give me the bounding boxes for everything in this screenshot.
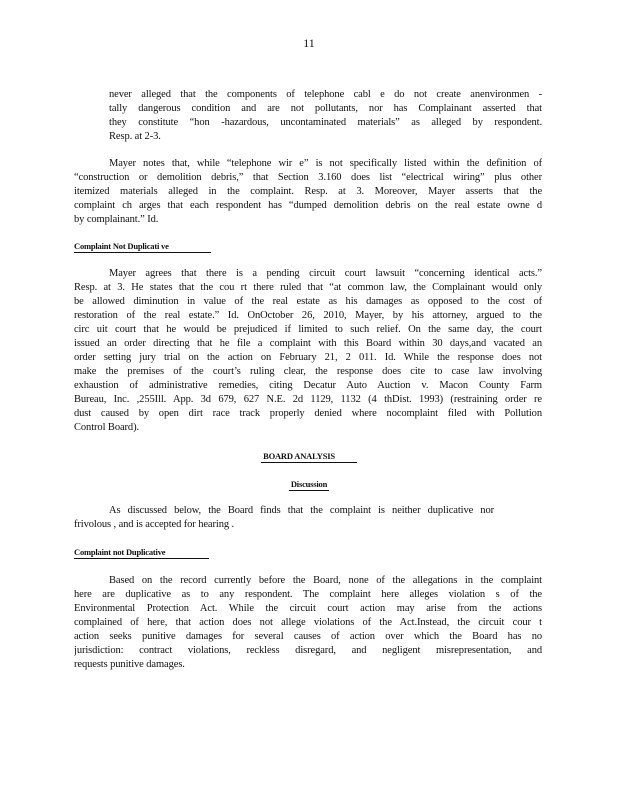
text-line: complaint ch arges that each respondent has “dumped demolition debris on the real estate owne d: [74, 200, 542, 211]
text-line: never alleged that the components of telephone cabl e do not create anenvironmen -: [109, 89, 542, 100]
text-line: Environmental Protection Act. While the circuit court action may arise from the actions: [74, 603, 542, 614]
text-line: itemized materials alleged in the complaint. Resp. at 3. Moreover, Mayer asserts that the: [74, 186, 542, 197]
text-line: requests punitive damages.: [74, 659, 185, 670]
paragraph-mayer-agrees: [74, 267, 542, 435]
text-line: Resp. at 3. He states that the cou rt there ruled that “at common law, the Complainant would only: [74, 282, 542, 293]
board-analysis-heading: [0, 451, 618, 462]
text-line: frivolous , and is accepted for hearing .: [74, 519, 235, 530]
text-line: complained of here, that action does not allege violations of the Act.Instead, the circuit cour t: [74, 617, 542, 628]
text-line: jurisdiction: contract violations, reckless disregard, and negligent misrepresentation, and: [74, 645, 542, 656]
text-line: make the premises of the court’s ruling clear, the response does cite to case law involving: [74, 366, 542, 377]
text-line: order setting jury trial on the action on February 21, 2 011. Id. While the response does not: [74, 352, 542, 363]
text-line: Bureau, Inc. ,255Ill. App. 3d 679, 627 N.E. 2d 1129, 1132 (4 thDist. 1993) (restraining order re: [74, 394, 542, 405]
section-heading: Complaint Not Duplicati ve: [74, 241, 211, 253]
paragraph-mayer-notes: [74, 157, 542, 227]
text-line: Control Board).: [74, 422, 139, 433]
page-number: 11: [303, 36, 315, 50]
paragraph-based-on-record: [74, 574, 542, 672]
text-line: restoration of the real estate.” Id. OnOctober 26, 2010, Mayer, by his attorney, argued to the: [74, 310, 542, 321]
paragraph-continuation: [109, 88, 542, 144]
text-line: As discussed below, the Board finds that the complaint is neither duplicative nor: [109, 505, 494, 516]
text-line: issued an order directing that he file a complaint with this Board within 30 days,and vacated an: [74, 338, 542, 349]
heading-text: Discussion: [290, 479, 328, 489]
text-line: exhaustion of administrative remedies, citing Decatur Auto Auction v. Macon County Farm: [74, 380, 542, 391]
text-line: Mayer notes that, while “telephone wir e” is not specifically listed within the definition of: [109, 158, 542, 169]
text-line: Based on the record currently before the Board, none of the allegations in the complaint: [109, 575, 542, 586]
text-line: here are duplicative as to any respondent. The complaint here alleges violation s of the: [74, 589, 542, 600]
text-line: tally dangerous condition and are not pollutants, nor has Complainant asserted that: [109, 103, 542, 114]
text-line: “construction or demolition debris,” that Section 3.160 does list “electrical wiring” plus other: [74, 172, 542, 183]
text-line: Resp. at 2-3.: [109, 131, 161, 142]
text-line: by complainant.” Id.: [74, 214, 159, 225]
text-line: dust caused by open dirt race track properly denied where nocomplaint filed with Pollution: [74, 408, 542, 419]
text-line: be allowed diminution in value of the real estate as his damages as opposed to the cost of: [74, 296, 542, 307]
paragraph-discussion: [74, 504, 494, 532]
heading-text: BOARD ANALYSIS: [261, 451, 357, 463]
text-line: they constitute “hon -hazardous, uncontaminated materials” as alleged by respondent.: [109, 117, 542, 128]
text-line: action seeks punitive damages for several causes of action over which the Board has no: [74, 631, 542, 642]
text-line: Mayer agrees that there is a pending circuit court lawsuit “concerning identical acts.”: [109, 268, 542, 279]
discussion-heading: [0, 479, 618, 490]
text-line: circ uit court that he would be prejudiced if limited to such relief. On the same day, the court: [74, 324, 542, 335]
section-heading: Complaint not Duplicative: [74, 547, 209, 559]
